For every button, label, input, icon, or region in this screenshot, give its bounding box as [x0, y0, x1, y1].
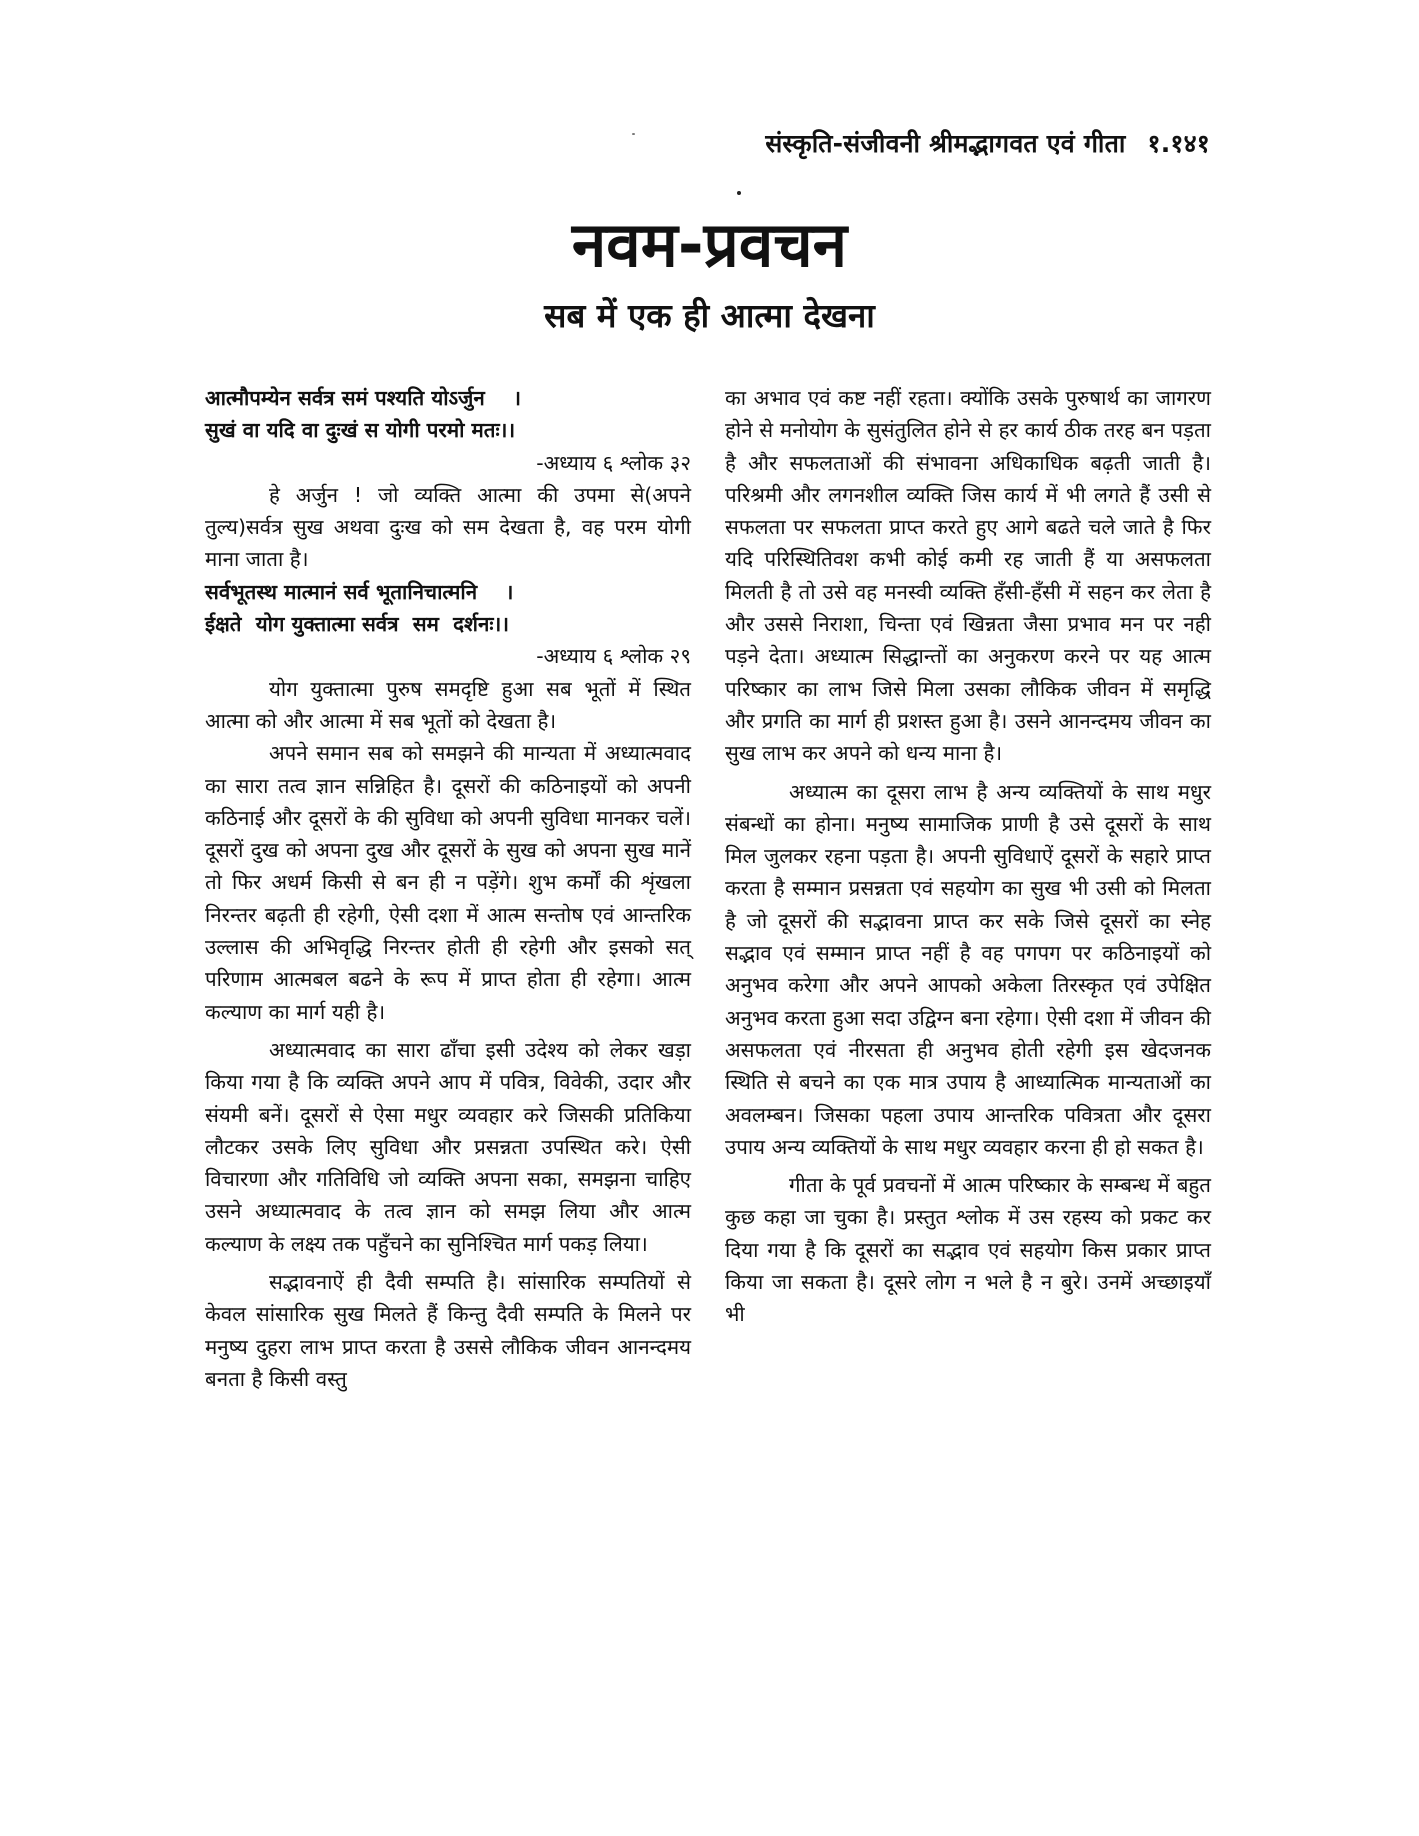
verse-2-line-1: सर्वभूतस्थ मात्मानं सर्व भूतानिचात्मनि । [205, 579, 514, 604]
left-column [205, 382, 691, 1395]
verse-2-line-2: ईक्षते योग युक्तात्मा सर्वत्र सम दर्शनः।। [205, 612, 510, 637]
paragraph: गीता के पूर्व प्रवचनों में आत्म परिष्कार के सम्बन्ध में बहुत कुछ कहा जा चुका है। प्रस्तुत श्लोक में उस रहस्य को प्रकट कर दिया गया है कि दूसरों का सद्भाव एवं सहयोग किस प्रकार प्राप्त किया जा सकता है। दूसरे लोग न भले है न बुरे। उनमें अच्छाइयाँ भी [725, 1173, 1211, 1327]
book-title: संस्कृति-संजीवनी श्रीमद्भागवत एवं गीता [765, 129, 1126, 158]
running-header [765, 126, 1210, 160]
page-number: १.१४१ [1147, 129, 1210, 158]
paragraph: का अभाव एवं कष्ट नहीं रहता। क्योंकि उसके पुरुषार्थ का जागरण होने से मनोयोग के सुसंतुलित होने से हर कार्य ठीक तरह बन पड़ता है और सफलताओं की संभावना अधिकाधिक बढ़ती जाती है। परिश्रमी और लगनशील व्यक्ति जिस कार्य में भी लगते हैं उसी से सफलता पर सफलता प्राप्त करते हुए आगे बढते चले जाते है फिर यदि परिस्थितिवश कभी कोई कमी रह जाती हैं या असफलता मिलती है तो उसे वह मनस्वी व्यक्ति हँसी-हँसी में सहन कर लेता है और उससे निराशा, चिन्ता एवं खिन्नता जैसा प्रभाव मन पर नही पड़ने देता। अध्यात्म सिद्धान्तों का अनुकरण करने पर यह आत्म परिष्कार का लाभ जिसे मिला उसका लौकिक जीवन में समृद्धि और प्रगति का मार्ग ही प्रशस्त हुआ है। उसने आनन्दमय जीवन का सुख लाभ कर अपने को धन्य माना है। [725, 386, 1211, 766]
paragraph: योग युक्तात्मा पुरुष समदृष्टि हुआ सब भूतों में स्थित आत्मा को और आत्मा में सब भूतों को देखता है। [205, 676, 691, 733]
verse-1-reference: -अध्याय ६ श्लोक ३२ [536, 450, 691, 475]
paragraph: अध्यात्म का दूसरा लाभ है अन्य व्यक्तियों के साथ मधुर संबन्धों का होना। मनुष्य सामाजिक प्राणी है उसे दूसरों के साथ मिल जुलकर रहना पड़ता है। अपनी सुविधाऐं दूसरों के सहारे प्राप्त करता है सम्मान प्रसन्नता एवं सहयोग का सुख भी उसी को मिलता है जो दूसरों की सद्भावना प्राप्त कर सके जिसे दूसरों का स्नेह सद्भाव एवं सम्मान प्राप्त नहीं है वह पगपग पर कठिनाइयों को अनुभव करेगा और अपने आपको अकेला तिरस्कृत एवं उपेक्षित अनुभव करता हुआ सदा उद्विग्न बना रहेगा। ऐसी दशा में जीवन की असफलता एवं नीरसता ही अनुभव होती रहेगी इस खेदजनक स्थिति से बचने का एक मात्र उपाय है आध्यात्मिक मान्यताओं का अवलम्बन। जिसका पहला उपाय आन्तरिक पवित्रता और दूसरा उपाय अन्य व्यक्तियों के साथ मधुर व्यवहार करना ही हो सकत है। [725, 779, 1211, 1159]
verse-2-reference: -अध्याय ६ श्लोक २९ [536, 644, 691, 669]
paragraph: अपने समान सब को समझने की मान्यता में अध्यात्मवाद का सारा तत्व ज्ञान सन्निहित है। दूसरों की कठिनाइयों को अपनी कठिनाई और दूसरों के की सुविधा को अपनी सुविधा मानकर चलें। दूसरों दुख को अपना दुख और दूसरों के सुख को अपना सुख मानें तो फिर अधर्म किसी से बन ही न पड़ेंगे। शुभ कर्मों की शृंखला निरन्तर बढ़ती ही रहेगी, ऐसी दशा में आत्म सन्तोष एवं आन्तरिक उल्लास की अभिवृद्धि निरन्तर होती ही रहेगी और इसको सत् परिणाम आत्मबल बढने के रूप में प्राप्त होता ही रहेगा। आत्म कल्याण का मार्ग यही है। [205, 741, 691, 1024]
scan-speck [737, 191, 741, 195]
verse-1-line-2: सुखं वा यदि वा दुःखं स योगी परमो मतः।। [205, 418, 516, 443]
chapter-subtitle: सब में एक ही आत्मा देखना [544, 296, 875, 335]
paragraph: हे अर्जुन ! जो व्यक्ति आत्मा की उपमा से(अपने तुल्य)सर्वत्र सुख अथवा दुःख को सम देखता है, वह परम योगी माना जाता है। [205, 482, 691, 572]
paragraph: अध्यात्मवाद का सारा ढाँचा इसी उदेश्य को लेकर खड़ा किया गया है कि व्यक्ति अपने आप में पवित्र, विवेकी, उदार और संयमी बनें। दूसरों से ऐसा मधुर व्यवहार करे जिसकी प्रतिकिया लौटकर उसके लिए सुविधा और प्रसन्नता उपस्थित करे। ऐसी विचारणा और गतिविधि जो व्यक्ति अपना सका, समझना चाहिए उसने अध्यात्मवाद के तत्व ज्ञान को समझ लिया और आत्म कल्याण के लक्ष्य तक पहुँचने का सुनिश्चित मार्ग पकड़ लिया। [205, 1037, 691, 1256]
verse-1-line-1: आत्मौपम्येन सर्वत्र समं पश्यति योऽर्जुन । [205, 386, 522, 410]
scan-speck [632, 133, 635, 135]
paragraph: सद्भावनाऐं ही दैवी सम्पति है। सांसारिक सम्पतियों से केवल सांसारिक सुख मिलते हैं किन्तु दैवी सम्पति के मिलने पर मनुष्य दुहरा लाभ प्राप्त करता है उससे लौकिक जीवन आनन्दमय बनता है किसी वस्तु [205, 1270, 691, 1391]
right-column [725, 382, 1211, 1331]
chapter-title: नवम-प्रवचन [571, 208, 848, 281]
